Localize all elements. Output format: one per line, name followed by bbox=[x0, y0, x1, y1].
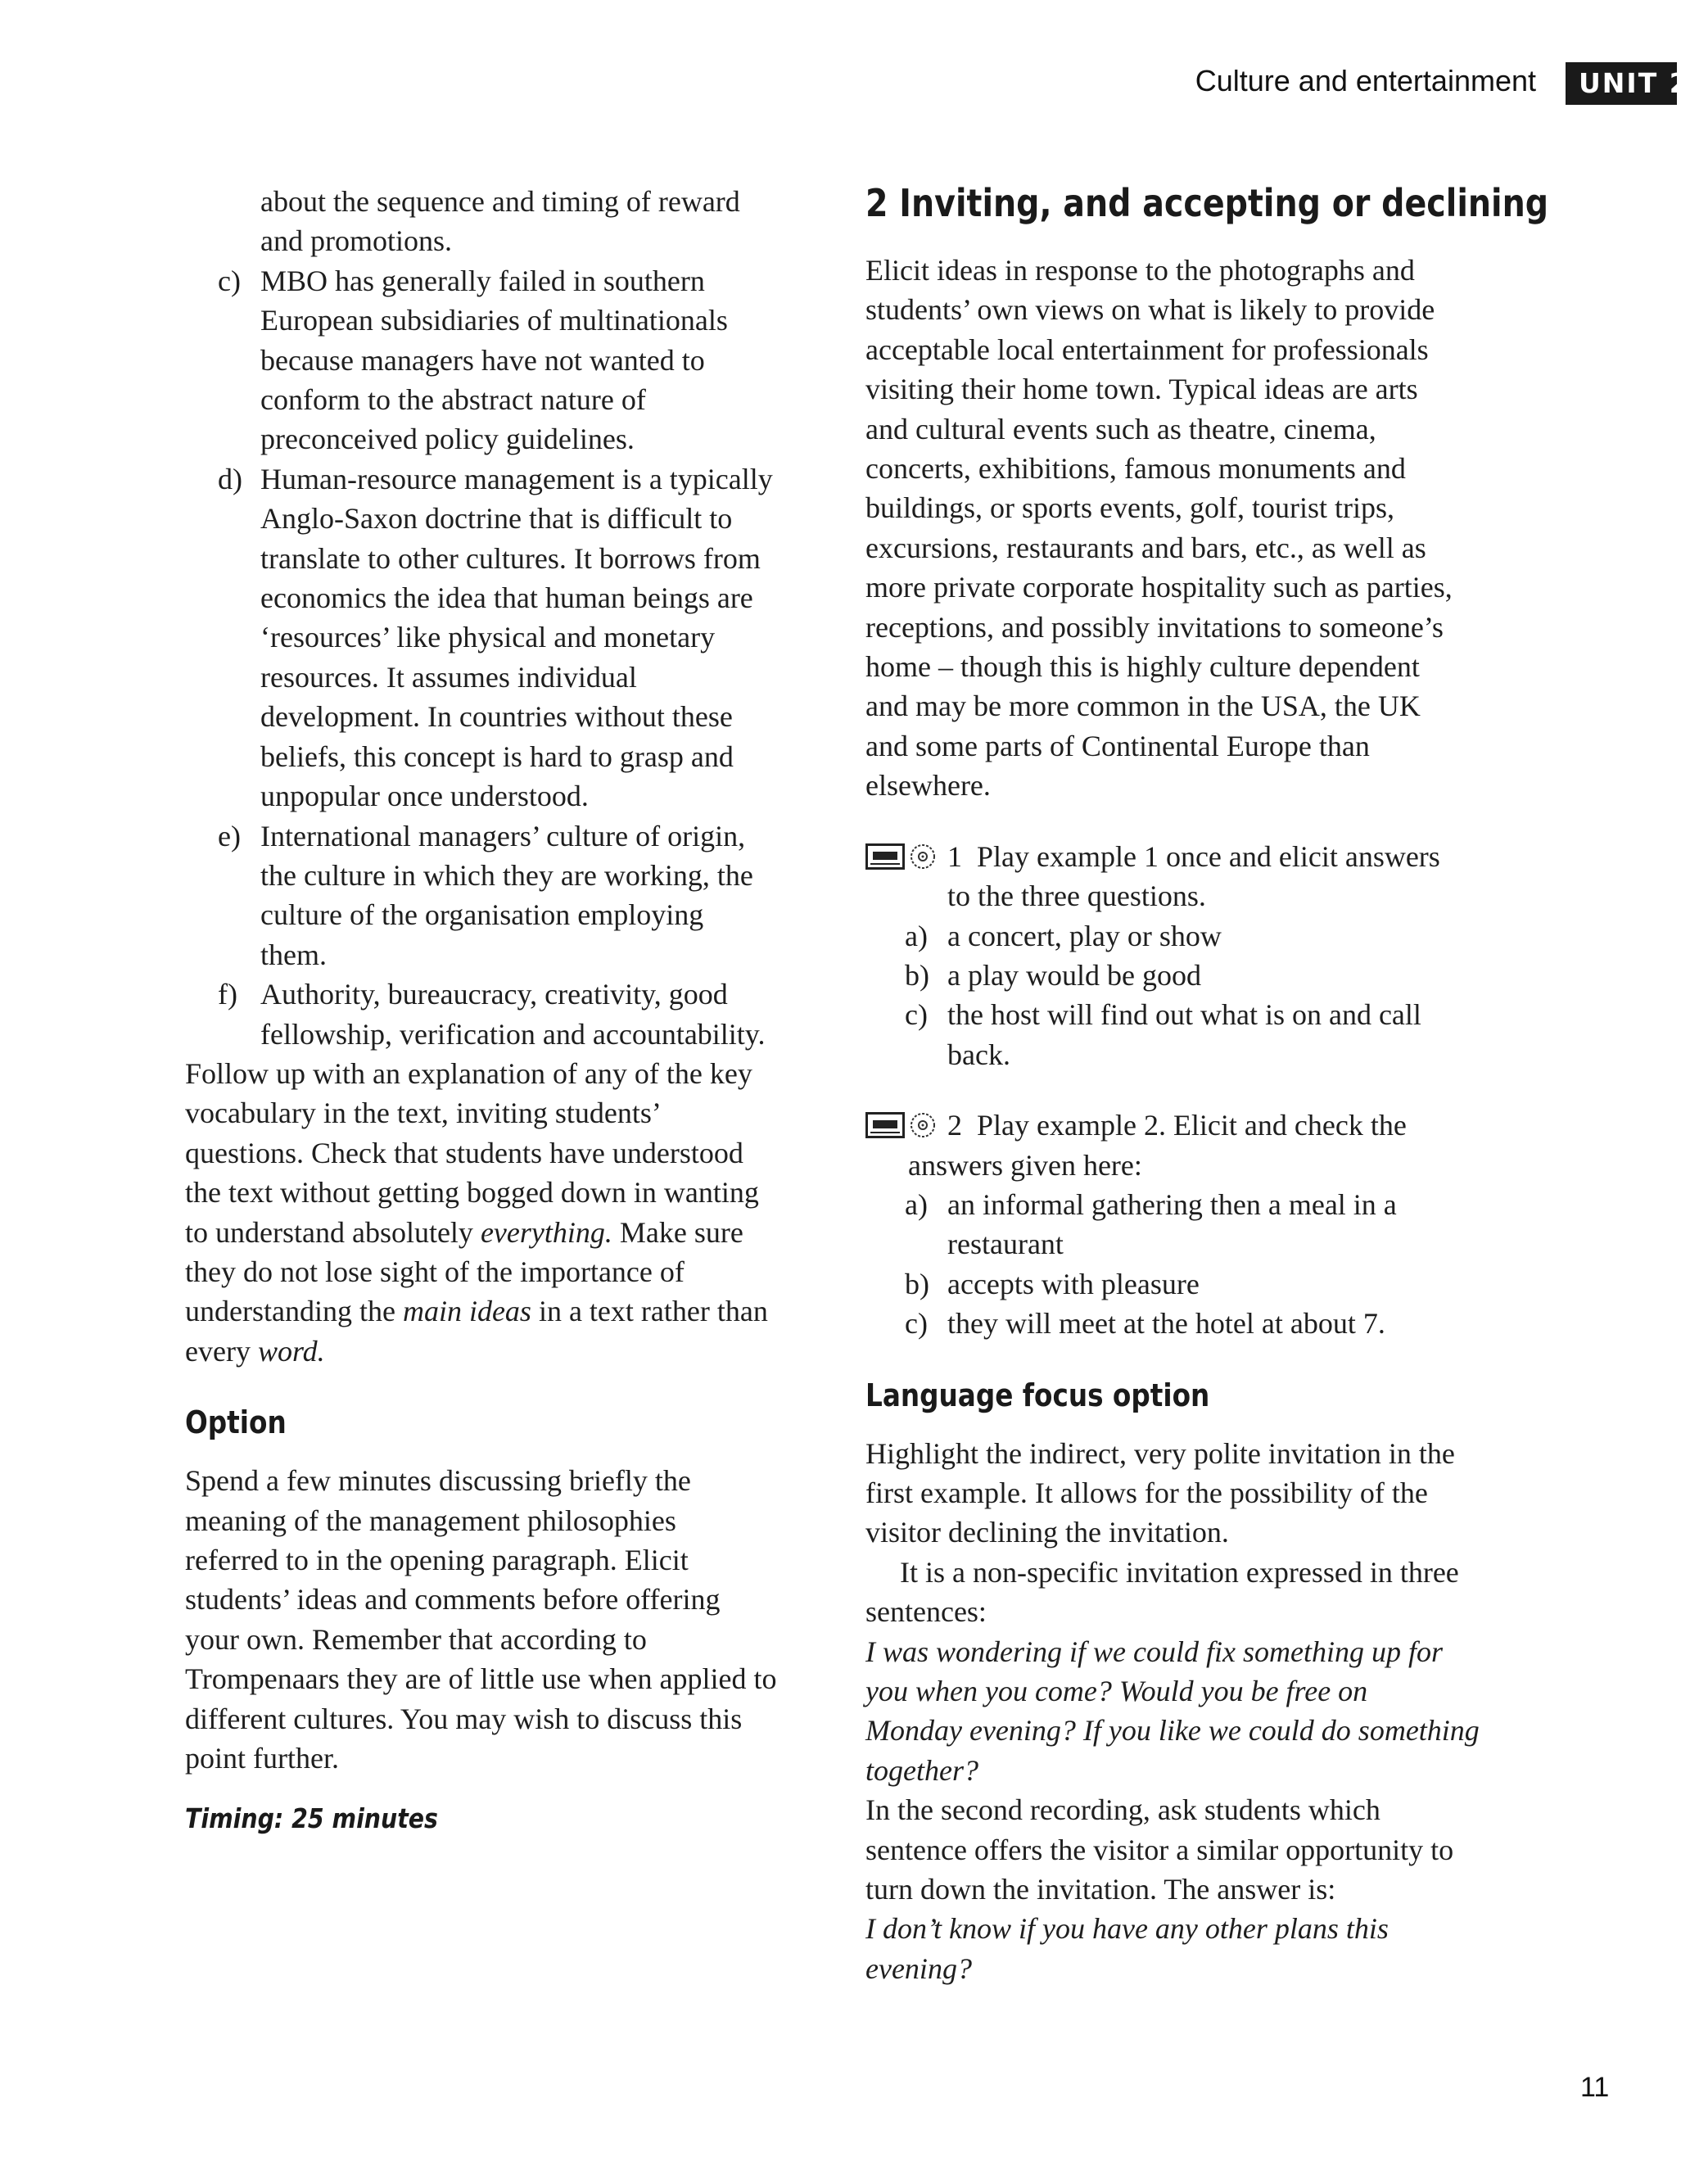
example-2 bbox=[865, 1106, 1504, 1185]
quote-line: I don’t know if you have any other plans this bbox=[865, 1912, 1389, 1946]
text-line: Highlight the indirect, very polite invitation in the bbox=[865, 1436, 1455, 1470]
option-paragraph bbox=[185, 1461, 824, 1778]
text-line: and some parts of Continental Europe than bbox=[865, 729, 1370, 762]
text-line: acceptable local entertainment for professionals bbox=[865, 332, 1429, 366]
list-line: restaurant bbox=[947, 1228, 1064, 1261]
list-line: the host will find out what is on and call bbox=[947, 998, 1421, 1032]
continuation-line: and promotions. bbox=[260, 224, 452, 258]
list-item-c bbox=[185, 261, 824, 459]
answer-item bbox=[865, 956, 1504, 995]
list-line: fellowship, verification and accountability. bbox=[260, 1017, 766, 1051]
text-line: different cultures. You may wish to discuss this bbox=[185, 1702, 743, 1735]
list-marker: c) bbox=[905, 998, 928, 1032]
text-line: elsewhere. bbox=[865, 769, 991, 803]
list-line: them. bbox=[260, 938, 327, 971]
list-line: accepts with pleasure bbox=[947, 1267, 1200, 1300]
list-marker: d) bbox=[218, 462, 242, 495]
text-line: they do not lose sight of the importance of bbox=[185, 1255, 685, 1288]
quote-line: together? bbox=[865, 1753, 978, 1787]
list-marker: c) bbox=[905, 1307, 928, 1341]
cd-icon bbox=[910, 1112, 936, 1138]
example-number: 2 bbox=[947, 1109, 962, 1142]
list-marker: c) bbox=[218, 264, 241, 297]
text-line: and cultural events such as theatre, cinema, bbox=[865, 412, 1376, 445]
text-run: in a text rather than bbox=[531, 1295, 768, 1328]
continuation-line: about the sequence and timing of reward bbox=[260, 185, 740, 218]
text-run: to understand absolutely bbox=[185, 1215, 481, 1249]
unit-badge: UNIT 2 bbox=[1566, 62, 1677, 105]
list-line: an informal gathering then a meal in a bbox=[947, 1187, 1397, 1221]
text-line: Trompenaars they are of little use when applied to bbox=[185, 1662, 777, 1696]
list-line: a play would be good bbox=[947, 958, 1201, 992]
list-line: economics the idea that human beings are bbox=[260, 581, 753, 615]
text-line bbox=[947, 837, 1504, 876]
timing-note: Timing: 25 minutes bbox=[185, 1802, 438, 1835]
language-focus-heading: Language focus option bbox=[865, 1377, 1210, 1413]
list-line: Anglo-Saxon doctrine that is difficult to bbox=[260, 502, 733, 536]
list-line: because managers have not wanted to bbox=[260, 343, 705, 377]
text-line: Spend a few minutes discussing briefly the bbox=[185, 1464, 691, 1498]
text-line: more private corporate hospitality such as parties, bbox=[865, 571, 1453, 604]
text-line bbox=[185, 1332, 824, 1371]
list-marker: e) bbox=[218, 819, 241, 852]
list-line: beliefs, this concept is hard to grasp and bbox=[260, 739, 734, 773]
quote-line: evening? bbox=[865, 1951, 972, 1985]
text-line: home – though this is highly culture dependent bbox=[865, 650, 1420, 684]
quote-line: I was wondering if we could fix something up for bbox=[865, 1635, 1443, 1668]
text-line: questions. Check that students have understood bbox=[185, 1136, 743, 1169]
emphasis-text: main ideas bbox=[402, 1295, 531, 1328]
emphasis-text: everything. bbox=[480, 1215, 612, 1249]
text-line: turn down the invitation. The answer is: bbox=[865, 1873, 1336, 1906]
text-line bbox=[185, 1213, 824, 1252]
answer-item bbox=[865, 916, 1504, 956]
quote-line: Monday evening? If you like we could do something bbox=[865, 1714, 1480, 1748]
example-number: 1 bbox=[947, 839, 962, 873]
text-line: referred to in the opening paragraph. Elicit bbox=[185, 1544, 689, 1576]
text-line: point further. bbox=[185, 1742, 339, 1775]
list-line: they will meet at the hotel at about 7. bbox=[947, 1307, 1385, 1341]
list-line: ‘resources’ like physical and monetary bbox=[260, 621, 716, 654]
list-line: resources. It assumes individual bbox=[260, 660, 637, 694]
example-quote-2 bbox=[865, 1909, 1504, 1988]
list-marker: f) bbox=[218, 978, 237, 1011]
text-line: sentences: bbox=[865, 1595, 987, 1629]
text-run: Play example 1 once and elicit answers bbox=[977, 839, 1440, 873]
option-heading: Option bbox=[185, 1404, 287, 1441]
text-line: your own. Remember that according to bbox=[185, 1622, 647, 1656]
emphasis-text: word. bbox=[257, 1334, 325, 1368]
example-1 bbox=[865, 837, 1504, 916]
list-line: unpopular once understood. bbox=[260, 780, 589, 813]
answer-item bbox=[865, 1304, 1504, 1343]
list-line: translate to other cultures. It borrows from bbox=[260, 541, 761, 575]
list-line: preconceived policy guidelines. bbox=[260, 423, 635, 456]
list-line: International managers’ culture of origin, bbox=[260, 819, 746, 852]
text-line: first example. It allows for the possibility of the bbox=[865, 1476, 1428, 1509]
list-line: a concert, play or show bbox=[947, 919, 1222, 952]
text-run: understanding the bbox=[185, 1295, 403, 1328]
cd-icon bbox=[910, 843, 936, 870]
list-item-f bbox=[185, 974, 824, 1054]
text-line: answers given here: bbox=[908, 1148, 1142, 1182]
answer-item bbox=[865, 1264, 1504, 1304]
list-line: back. bbox=[947, 1038, 1010, 1071]
left-column bbox=[185, 182, 824, 1839]
list-line: Authority, bureaucracy, creativity, good bbox=[260, 978, 728, 1011]
text-line: students’ ideas and comments before offering bbox=[185, 1583, 721, 1617]
text-line: In the second recording, ask students which bbox=[865, 1793, 1380, 1827]
text-line: Follow up with an explanation of any of the key bbox=[185, 1056, 752, 1090]
right-column bbox=[865, 179, 1549, 1988]
list-item-e bbox=[185, 816, 824, 975]
text-line: It is a non-specific invitation expressed in three bbox=[900, 1555, 1459, 1589]
text-line: meaning of the management philosophies bbox=[185, 1503, 676, 1537]
text-line: sentence offers the visitor a similar opportunity to bbox=[865, 1833, 1454, 1866]
text-line: students’ own views on what is likely to provide bbox=[865, 293, 1435, 327]
text-line: buildings, or sports events, golf, tourist trips, bbox=[865, 491, 1394, 525]
list-line: conform to the abstract nature of bbox=[260, 383, 646, 417]
list-line: culture of the organisation employing bbox=[260, 898, 704, 932]
answer-item bbox=[865, 995, 1504, 1074]
cassette-icon bbox=[865, 1112, 905, 1138]
list-marker: a) bbox=[905, 919, 928, 952]
section-heading: 2 Inviting, and accepting or declining bbox=[865, 181, 1549, 225]
text-run: Make sure bbox=[612, 1215, 743, 1249]
list-line: development. In countries without these bbox=[260, 700, 733, 734]
text-line bbox=[185, 1291, 824, 1331]
text-line: excursions, restaurants and bars, etc., as well as bbox=[865, 531, 1426, 564]
followup-paragraph bbox=[185, 1054, 824, 1371]
text-line bbox=[908, 1106, 1504, 1145]
answer-item bbox=[865, 1185, 1504, 1264]
text-line: vocabulary in the text, inviting students’ bbox=[185, 1097, 662, 1130]
list-item-d bbox=[185, 459, 824, 816]
cassette-icon bbox=[865, 843, 905, 870]
example-quote-1 bbox=[865, 1632, 1504, 1791]
text-line: Elicit ideas in response to the photographs and bbox=[865, 254, 1415, 287]
language-focus-paragraph bbox=[865, 1434, 1504, 1989]
list-marker: a) bbox=[905, 1187, 928, 1221]
text-line: and may be more common in the USA, the UK bbox=[865, 690, 1421, 723]
list-line: European subsidiaries of multinationals bbox=[260, 304, 728, 337]
list-line: the culture in which they are working, the bbox=[260, 858, 753, 892]
text-line: concerts, exhibitions, famous monuments and bbox=[865, 452, 1406, 486]
text-run: Play example 2. Elicit and check the bbox=[977, 1109, 1407, 1142]
page-number: 11 bbox=[1580, 2072, 1610, 2103]
text-run: every bbox=[185, 1334, 258, 1368]
section-title: Culture and entertainment bbox=[1195, 64, 1536, 97]
list-marker: b) bbox=[905, 1267, 929, 1300]
quote-line: you when you come? Would you be free on bbox=[865, 1675, 1368, 1707]
list-marker: b) bbox=[905, 958, 929, 992]
text-line: visitor declining the invitation. bbox=[865, 1516, 1229, 1549]
list-line: MBO has generally failed in southern bbox=[260, 264, 705, 297]
text-line: the text without getting bogged down in wanting bbox=[185, 1176, 759, 1210]
intro-paragraph bbox=[865, 251, 1504, 806]
text-line: receptions, and possibly invitations to someone’s bbox=[865, 610, 1444, 644]
list-line: Human-resource management is a typically bbox=[260, 462, 773, 495]
text-line: visiting their home town. Typical ideas are arts bbox=[865, 373, 1418, 406]
text-line: to the three questions. bbox=[947, 879, 1206, 913]
